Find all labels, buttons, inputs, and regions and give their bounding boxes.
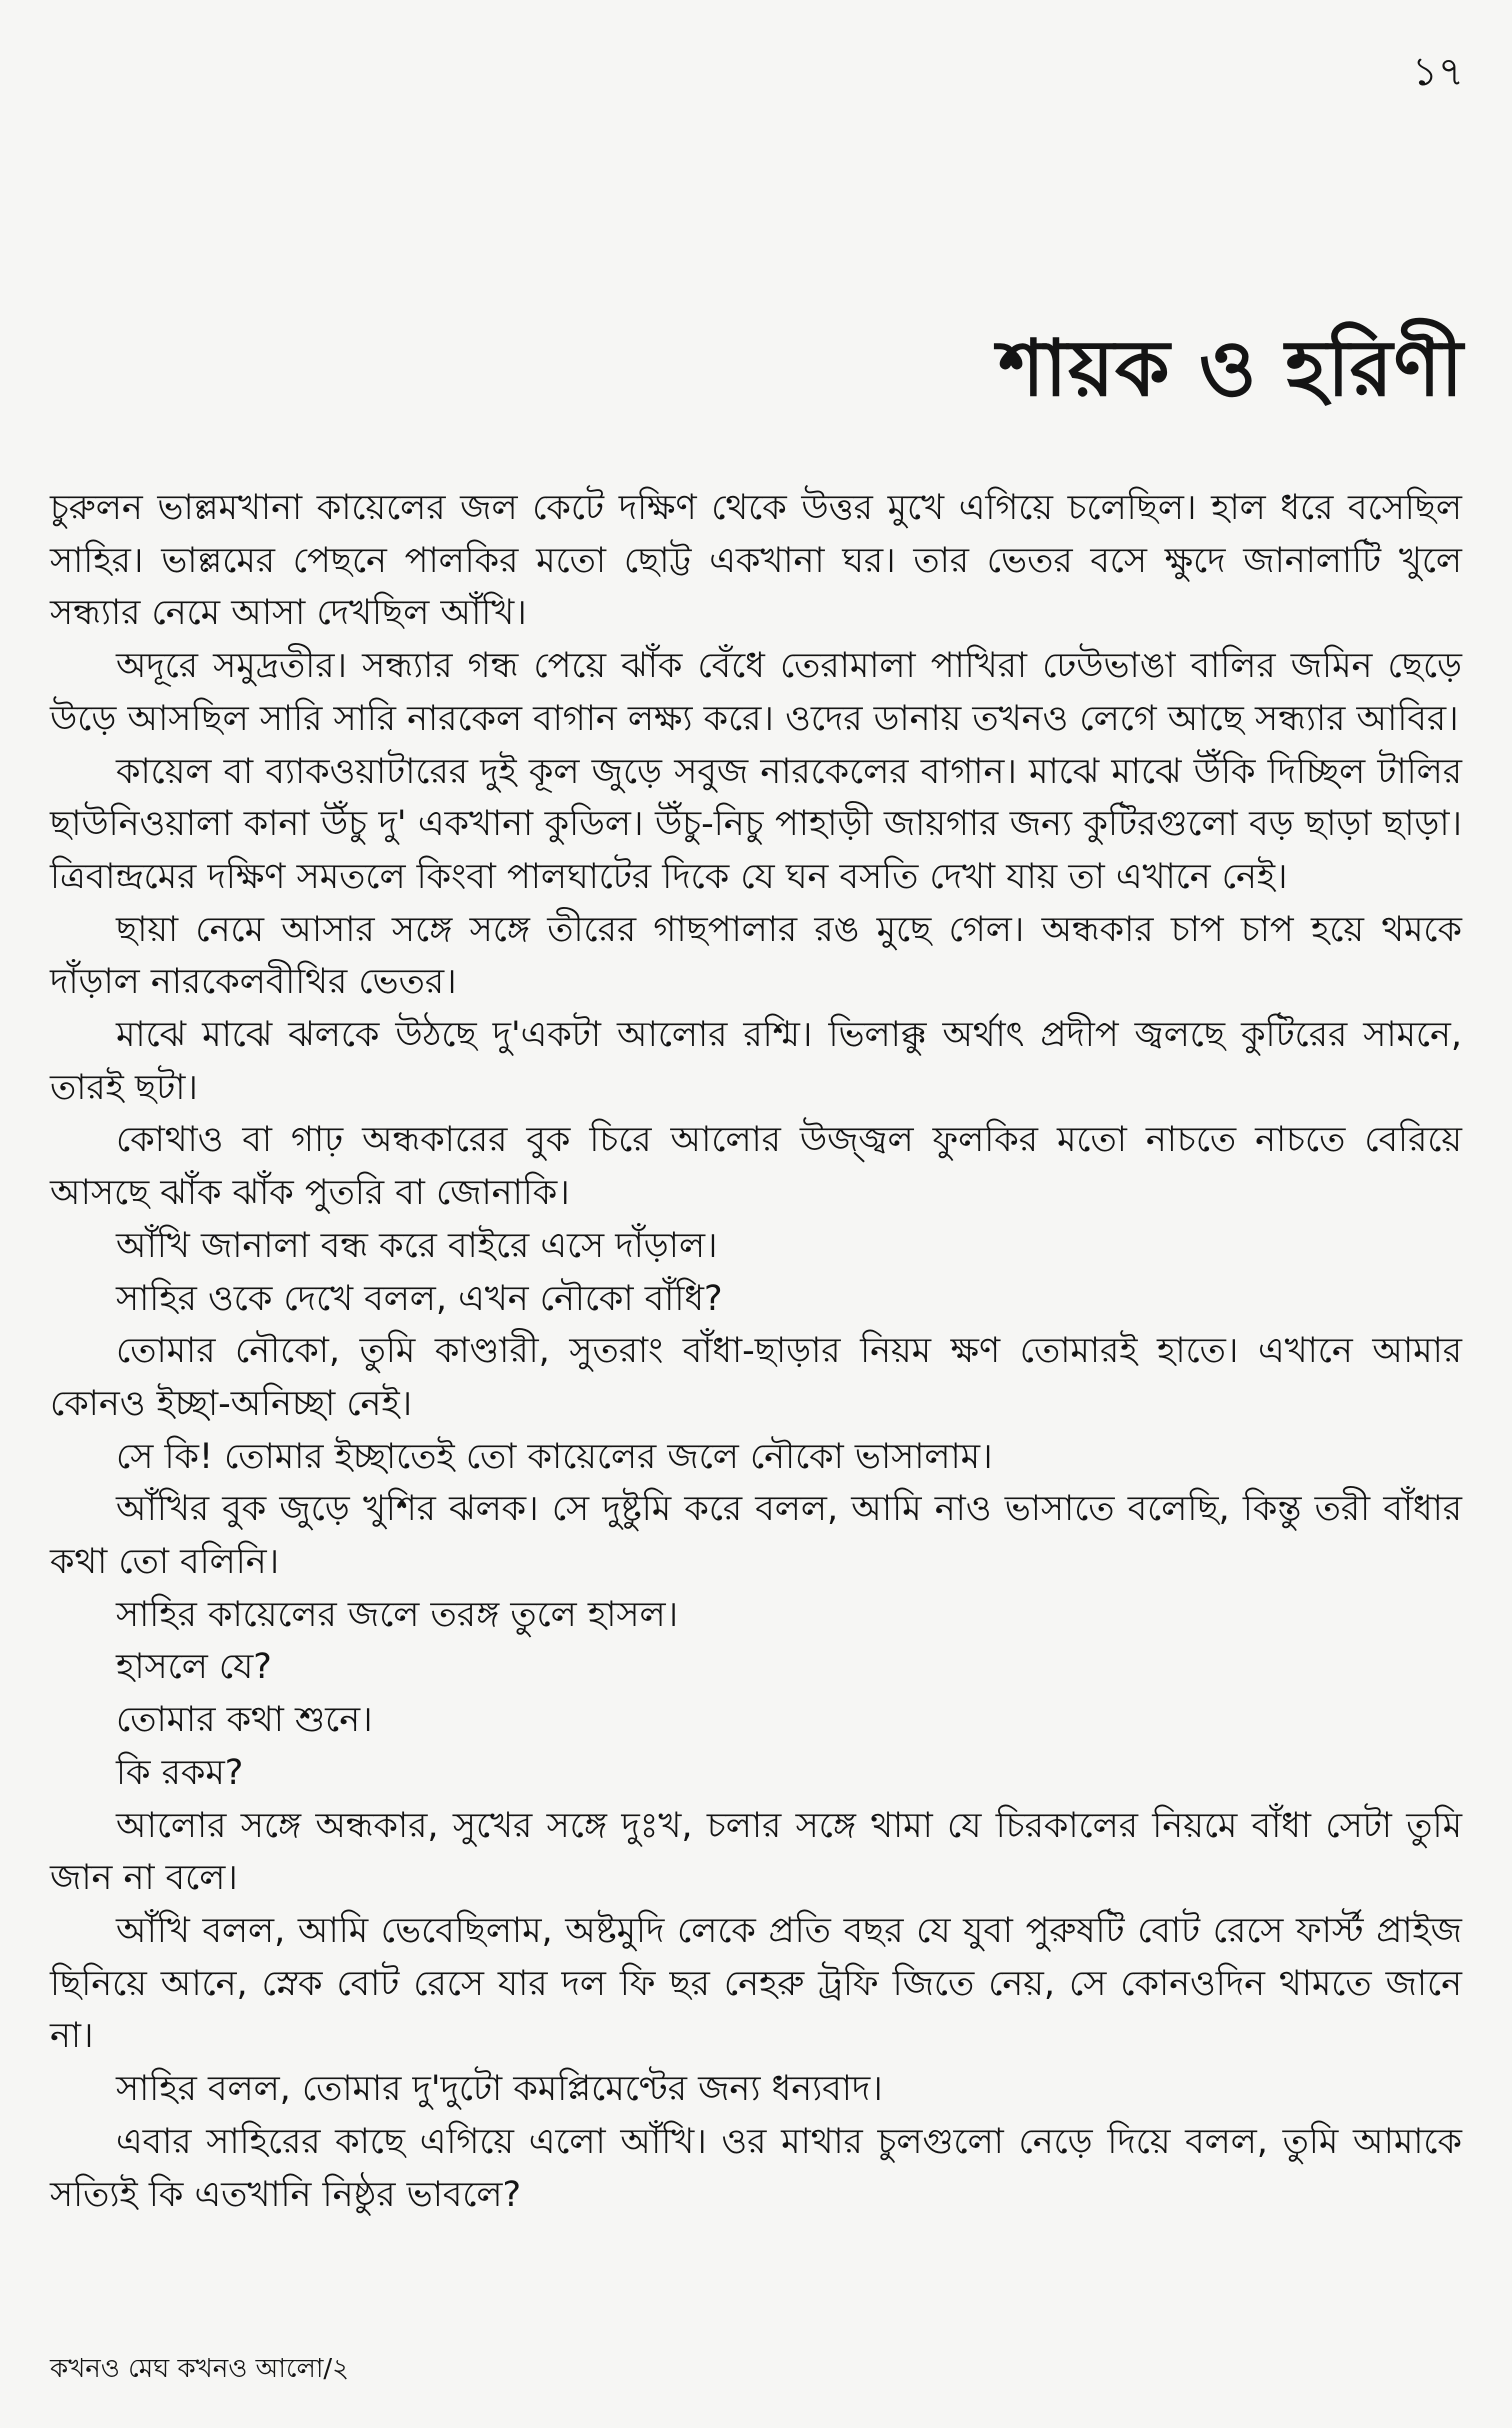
paragraph: আঁখি জানালা বন্ধ করে বাইরে এসে দাঁড়াল। (116, 1225, 718, 1266)
footer-signature: কখনও মেঘ কখনও আলো/২ (50, 2354, 350, 2384)
paragraph: আঁখির বুক জুড়ে খুশির ঝলক। সে দুষ্টুমি করে বলল, আমি নাও ভাসাতে বলেছি, কিন্তু তরী বাঁধার কথা তো বলিনি। (50, 1489, 1462, 1583)
paragraph: সাহির ওকে দেখে বলল, এখন নৌকো বাঁধি? (116, 1278, 723, 1319)
paragraph: আলোর সঙ্গে অন্ধকার, সুখের সঙ্গে দুঃখ, চলার সঙ্গে থামা যে চিরকালের নিয়মে বাঁধা সেটা তুমি জান না বলে। (50, 1805, 1462, 1899)
chapter-title: শায়ক ও হরিণী (998, 324, 1464, 414)
body-text (50, 482, 1462, 2221)
paragraph: অদূরে সমুদ্রতীর। সন্ধ্যার গন্ধ পেয়ে ঝাঁক বেঁধে তেরামালা পাখিরা ঢেউভাঙা বালির জমিন ছেড়ে উড়ে আসছিল সারি সারি নারকেল বাগান লক্ষ্য করে। ওদের ডানায় তখনও লেগে আছে সন্ধ্যার আবির। (50, 646, 1462, 739)
paragraph: মাঝে মাঝে ঝলকে উঠছে দু'একটা আলোর রশ্মি। ভিলাক্কু অর্থাৎ প্রদীপ জ্বলছে কুটিরের সামনে, তারই ছটা। (50, 1015, 1462, 1108)
page-number: ১৭ (1412, 49, 1464, 95)
paragraph: সাহির বলল, তোমার দু'দুটো কমপ্লিমেণ্টের জন্য ধন্যবাদ। (116, 2069, 883, 2110)
paragraph: কোথাও বা গাঢ় অন্ধকারের বুক চিরে আলোর উজ্জ্বল ফুলকির মতো নাচতে নাচতে বেরিয়ে আসছে ঝাঁক ঝাঁক পুতরি বা জোনাকি। (50, 1120, 1462, 1214)
paragraph: ছায়া নেমে আসার সঙ্গে সঙ্গে তীরের গাছপালার রঙ মুছে গেল। অন্ধকার চাপ চাপ হয়ে থমকে দাঁড়াল নারকেলবীথির ভেতর। (50, 909, 1462, 1003)
paragraph: কায়েল বা ব্যাকওয়াটারের দুই কূল জুড়ে সবুজ নারকেলের বাগান। মাঝে মাঝে উঁকি দিচ্ছিল টালির ছাউনিওয়ালা কানা উঁচু দু' একখানা কুডিল। উঁচু-নিচু পাহাড়ী জায়গার জন্য কুটিরগুলো বড় ছাড়া ছাড়া। ত্রিবান্দ্রমের দক্ষিণ সমতলে কিংবা পালঘাটের দিকে যে ঘন বসতি দেখা যায় তা এখানে নেই। (50, 751, 1462, 897)
paragraph: তোমার নৌকো, তুমি কাণ্ডারী, সুতরাং বাঁধা-ছাড়ার নিয়ম ক্ষণ তোমারই হাতে। এখানে আমার কোনও ইচ্ছা-অনিচ্ছা নেই। (50, 1331, 1462, 1424)
paragraph: চুরুলন ভাল্লমখানা কায়েলের জল কেটে দক্ষিণ থেকে উত্তর মুখে এগিয়ে চলেছিল। হাল ধরে বসেছিল সাহির। ভাল্লমের পেছনে পালকির মতো ছোট্ট একখানা ঘর। তার ভেতর বসে ক্ষুদে জানালাটি খুলে সন্ধ্যার নেমে আসা দেখছিল আঁখি। (50, 488, 1462, 634)
paragraph: তোমার কথা শুনে। (116, 1700, 373, 1741)
paragraph: কি রকম? (116, 1752, 244, 1793)
paragraph: এবার সাহিরের কাছে এগিয়ে এলো আঁখি। ওর মাথার চুলগুলো নেড়ে দিয়ে বলল, তুমি আমাকে সত্যিই কি এতখানি নিষ্ঠুর ভাবলে? (50, 2121, 1462, 2215)
paragraph: হাসলে যে? (116, 1647, 272, 1688)
paragraph: সাহির কায়েলের জলে তরঙ্গ তুলে হাসল। (116, 1594, 679, 1635)
paragraph: আঁখি বলল, আমি ভেবেছিলাম, অষ্টমুদি লেকে প্রতি বছর যে যুবা পুরুষটি বোট রেসে ফার্স্ট প্রাইজ ছিনিয়ে আনে, স্নেক বোট রেসে যার দল ফি ছর নেহরু ট্রফি জিতে নেয়, সে কোনওদিন থামতে জানে না। (50, 1910, 1462, 2057)
paragraph: সে কি! তোমার ইচ্ছাতেই তো কায়েলের জলে নৌকো ভাসালাম। (116, 1436, 993, 1477)
